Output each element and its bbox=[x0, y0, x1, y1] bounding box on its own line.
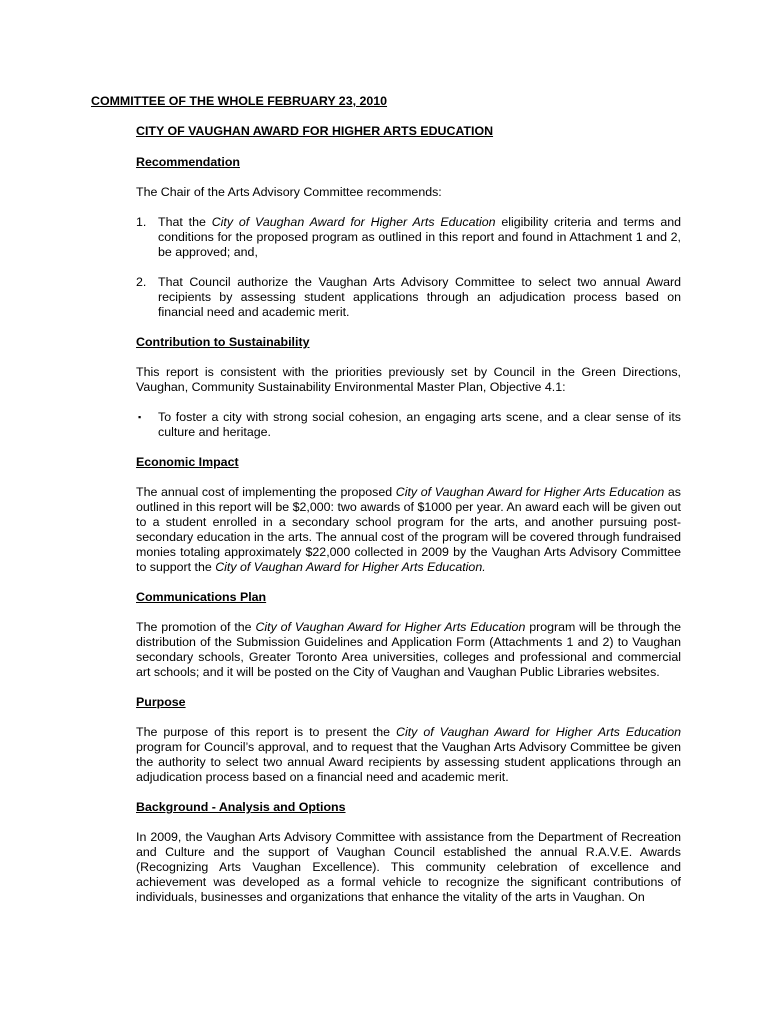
purpose-text bbox=[136, 725, 681, 785]
bullet-square-icon: ▪ bbox=[138, 412, 142, 422]
economic-text-mid: as outlined in this report will be $2,000: two awards of $1000 per year. An award each will be given out to a student enrolled in a secondary school program for the arts, and another pursuing post-secondary education in the arts. The annual cost of the program will be covered through fundraised monies totaling approximately $22,000 collected in 2009 by the Vaughan Arts Advisory Committee to support the bbox=[136, 485, 682, 574]
report-title: CITY OF VAUGHAN AWARD FOR HIGHER ARTS EDUCATION bbox=[136, 124, 494, 138]
bullet-text: To foster a city with strong social cohesion, an engaging arts scene, and a clear sense of its culture and heritage. bbox=[158, 410, 681, 439]
item-text-post: eligibility criteria and terms and conditions for the proposed program as outlined in this report and found in Attachment 1 and 2, be approved; and, bbox=[158, 215, 682, 259]
sustainability-heading: Contribution to Sustainability bbox=[136, 335, 310, 349]
award-name-italic: City of Vaughan Award for Higher Arts Education bbox=[396, 725, 681, 739]
communications-heading: Communications Plan bbox=[136, 590, 267, 604]
economic-text bbox=[136, 485, 681, 575]
recommendation-item-2 bbox=[136, 275, 681, 320]
sustainability-text: This report is consistent with the priorities previously set by Council in the Green Directions, Vaughan, Community Sustainability Environmental Master Plan, Objective 4.1: bbox=[136, 365, 681, 394]
purpose-heading: Purpose bbox=[136, 695, 186, 709]
recommendation-item-1 bbox=[136, 215, 681, 260]
item-number: 1. bbox=[136, 215, 147, 229]
background-heading: Background - Analysis and Options bbox=[136, 800, 346, 814]
award-name-italic: City of Vaughan Award for Higher Arts Education bbox=[255, 620, 526, 634]
recommendation-intro: The Chair of the Arts Advisory Committee recommends: bbox=[136, 185, 442, 199]
communications-text-post: program will be through the distribution of the Submission Guidelines and Application Form (Attachments 1 and 2) to Vaughan secondary schools, Greater Toronto Area universities, colleges and professional and commercial art schools; and it will be posted on the City of Vaughan and Vaughan Public Libraries websites. bbox=[136, 620, 682, 679]
committee-header: COMMITTEE OF THE WHOLE FEBRUARY 23, 2010 bbox=[91, 94, 388, 108]
recommendation-list bbox=[136, 215, 681, 320]
award-name-italic: City of Vaughan Award for Higher Arts Education. bbox=[215, 560, 486, 574]
communications-text bbox=[136, 620, 681, 680]
economic-text-pre: The annual cost of implementing the proposed bbox=[136, 485, 396, 499]
report-body bbox=[136, 124, 681, 905]
economic-heading: Economic Impact bbox=[136, 455, 239, 469]
item-number: 2. bbox=[136, 275, 147, 289]
purpose-text-post: program for Council’s approval, and to request that the Vaughan Arts Advisory Committee be given the authority to select two annual Award recipients by assessing student applications through an adjudication process based on a financial need and academic merit. bbox=[136, 740, 681, 784]
item-text-pre: That the bbox=[158, 215, 212, 229]
award-name-italic: City of Vaughan Award for Higher Arts Education bbox=[395, 485, 665, 499]
award-name-italic: City of Vaughan Award for Higher Arts Education bbox=[211, 215, 496, 229]
sustainability-bullet bbox=[136, 410, 681, 440]
communications-text-pre: The promotion of the bbox=[136, 620, 256, 634]
background-text: In 2009, the Vaughan Arts Advisory Committee with assistance from the Department of Recreation and Culture and the support of Vaughan Council established the annual R.A.V.E. Awards (Recognizing Arts Vaughan Excellence). This community celebration of excellence and achievement was developed as a formal vehicle to recognize the significant contributions of individuals, businesses and organizations that enhance the vitality of the arts in Vaughan. On bbox=[136, 830, 681, 904]
purpose-text-pre: The purpose of this report is to present the bbox=[136, 725, 397, 739]
item-text: That Council authorize the Vaughan Arts Advisory Committee to select two annual Award recipients by assessing student applications through an adjudication process based on financial need and academic merit. bbox=[158, 275, 681, 319]
recommendation-heading: Recommendation bbox=[136, 155, 240, 169]
